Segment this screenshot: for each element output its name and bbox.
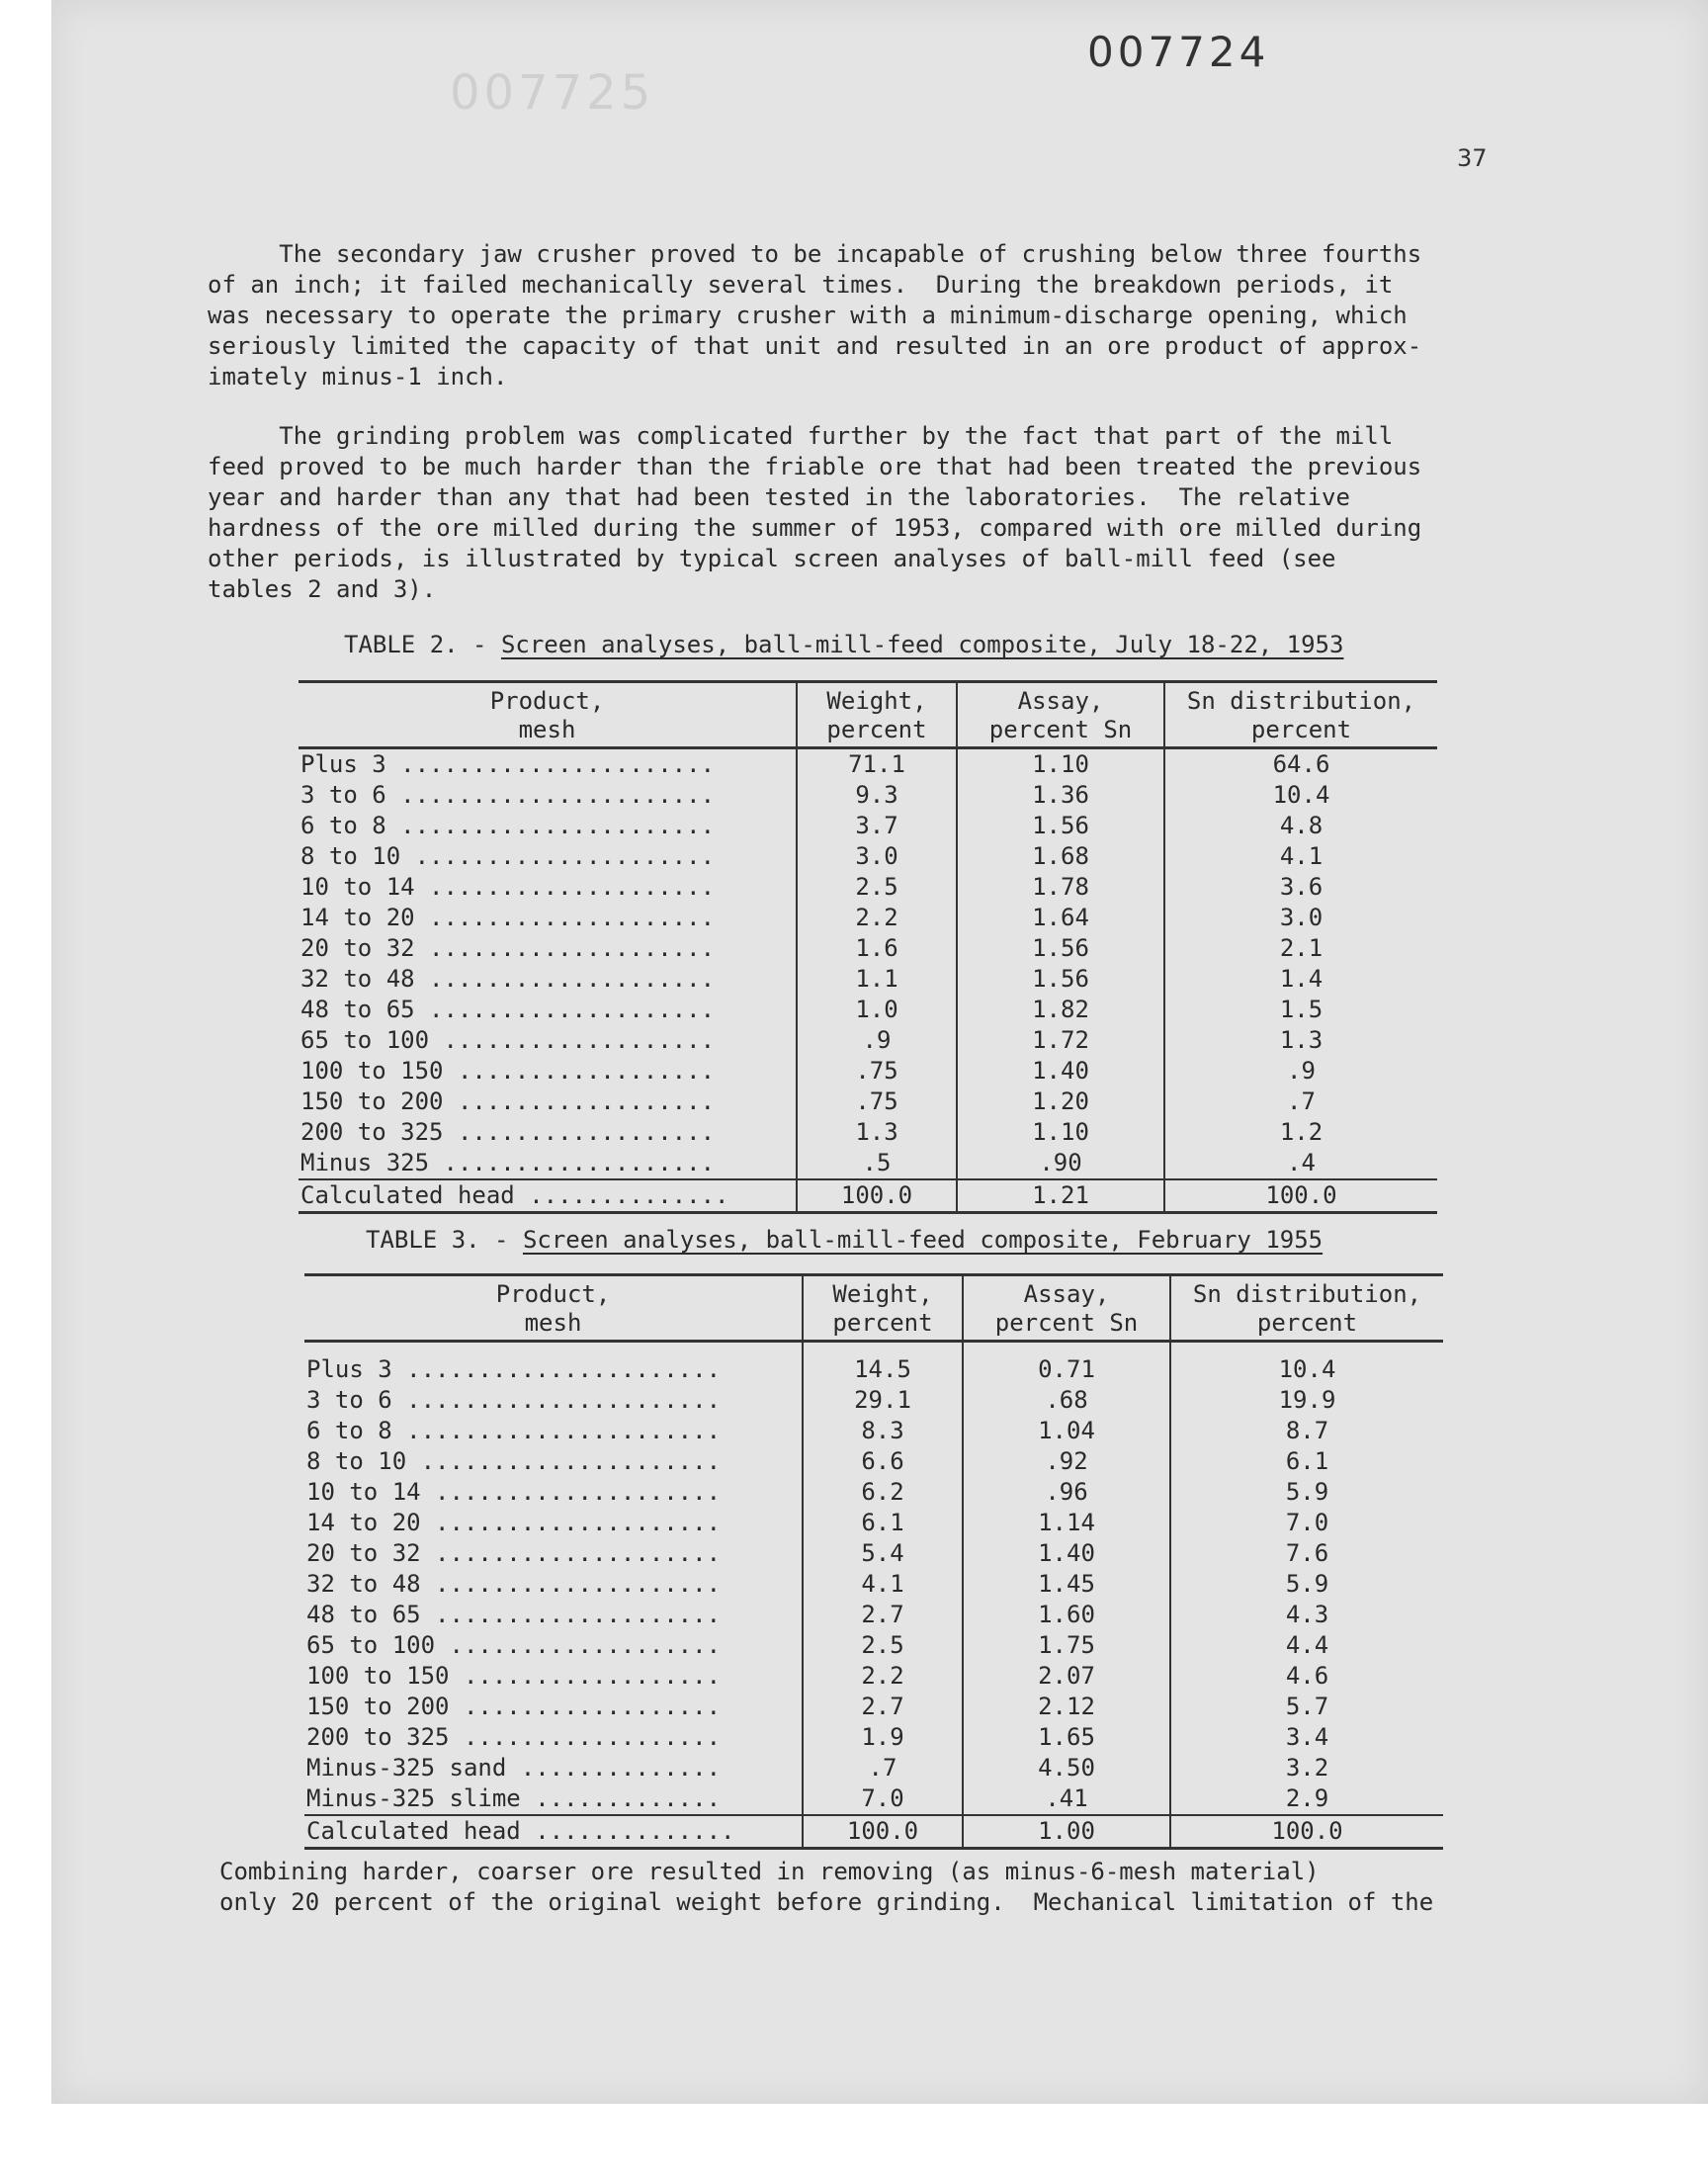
table-row: [304, 1630, 1443, 1661]
weight-cell: 8.3: [803, 1416, 963, 1446]
table-row: [299, 933, 1437, 964]
table-2-caption-title: Screen analyses, ball-mill-feed composite, July 18-22, 1953: [500, 631, 1344, 658]
table-row: [304, 1753, 1443, 1784]
spacer-cell: [803, 1342, 963, 1355]
distribution-cell: .9: [1164, 1056, 1437, 1087]
table-2-header-distribution: Sn distribution, percent: [1164, 682, 1437, 748]
product-cell: 8 to 10 .....................: [306, 1447, 722, 1475]
product-cell: 32 to 48 ....................: [300, 965, 716, 993]
product-cell: Calculated head ..............: [299, 1179, 797, 1213]
assay-cell: 1.72: [957, 1025, 1164, 1056]
table-spacer-row: [304, 1342, 1443, 1355]
product-cell: 65 to 100 ...................: [300, 1026, 716, 1054]
product-cell: Minus-325 sand ..............: [306, 1754, 722, 1782]
weight-cell: 29.1: [803, 1385, 963, 1416]
paragraph-jaw-crusher: The secondary jaw crusher proved to be incapable of crushing below three fourths of an inch; it failed mechanically several times. During the breakdown periods, it was necessary to operate the primary crusher with a minimum-discharge opening, which seriously limited the capacity of that unit and resulted in an ore product of approx- imately minus-1 inch.: [208, 240, 1422, 391]
table-row: [299, 872, 1437, 903]
table-2-body: [299, 748, 1437, 1213]
table-total-row: [299, 1179, 1437, 1213]
assay-cell: 1.75: [963, 1630, 1170, 1661]
assay-cell: 1.00: [963, 1815, 1170, 1849]
product-cell: 150 to 200 ..................: [300, 1088, 716, 1115]
table-3-caption: [366, 1226, 1323, 1254]
weight-cell: 7.0: [803, 1784, 963, 1815]
assay-cell: 1.82: [957, 995, 1164, 1025]
assay-cell: 0.71: [963, 1354, 1170, 1385]
table-row: [304, 1354, 1443, 1385]
assay-cell: 1.60: [963, 1600, 1170, 1630]
product-cell: 10 to 14 ....................: [306, 1478, 722, 1506]
assay-cell: 1.40: [963, 1538, 1170, 1569]
table-row: [304, 1661, 1443, 1692]
table-row: [299, 995, 1437, 1025]
table-3-caption-prefix: TABLE 3. -: [366, 1226, 523, 1254]
weight-cell: 3.0: [797, 841, 957, 872]
weight-cell: 6.1: [803, 1508, 963, 1538]
paragraph-combining-ore: Combining harder, coarser ore resulted in removing (as minus-6-mesh material) only 20 percent of the original weight before grinding. Mechanical limitation of the: [219, 1858, 1434, 1916]
table-row: [304, 1538, 1443, 1569]
distribution-cell: 8.7: [1170, 1416, 1443, 1446]
product-cell: 14 to 20 ....................: [306, 1509, 722, 1536]
table-total-row: [304, 1815, 1443, 1849]
weight-cell: 2.2: [803, 1661, 963, 1692]
assay-cell: 1.36: [957, 780, 1164, 811]
weight-cell: .7: [803, 1753, 963, 1784]
distribution-cell: 4.8: [1164, 811, 1437, 841]
product-cell: 48 to 65 ....................: [300, 996, 716, 1023]
table-3-caption-title: Screen analyses, ball-mill-feed composite, February 1955: [522, 1226, 1324, 1254]
assay-cell: 1.10: [957, 1117, 1164, 1148]
assay-cell: 1.45: [963, 1569, 1170, 1600]
distribution-cell: 100.0: [1164, 1179, 1437, 1213]
assay-cell: 1.56: [957, 811, 1164, 841]
weight-cell: 100.0: [803, 1815, 963, 1849]
product-cell: 10 to 14 ....................: [300, 873, 716, 901]
weight-cell: 6.6: [803, 1446, 963, 1477]
product-cell: 20 to 32 ....................: [300, 934, 716, 962]
page-number: 37: [1457, 144, 1488, 172]
table-row: [299, 1025, 1437, 1056]
weight-cell: 14.5: [803, 1354, 963, 1385]
spacer-cell: [304, 1342, 803, 1355]
distribution-cell: 1.2: [1164, 1117, 1437, 1148]
product-cell: 200 to 325 ..................: [306, 1723, 722, 1751]
table-2: [299, 680, 1437, 1214]
product-cell: 3 to 6 ......................: [300, 781, 716, 809]
distribution-cell: 5.7: [1170, 1692, 1443, 1722]
table-row: [304, 1508, 1443, 1538]
assay-cell: .68: [963, 1385, 1170, 1416]
weight-cell: 2.5: [803, 1630, 963, 1661]
distribution-cell: 2.9: [1170, 1784, 1443, 1815]
weight-cell: 2.7: [803, 1692, 963, 1722]
bleed-through-number: 007725: [450, 65, 655, 121]
weight-cell: 1.9: [803, 1722, 963, 1753]
assay-cell: 1.78: [957, 872, 1164, 903]
product-cell: 100 to 150 ..................: [300, 1057, 716, 1085]
table-3-header-distribution: Sn distribution, percent: [1170, 1275, 1443, 1342]
assay-cell: .96: [963, 1477, 1170, 1508]
assay-cell: 1.56: [957, 933, 1164, 964]
distribution-cell: 3.0: [1164, 903, 1437, 933]
table-2-header-product: Product, mesh: [299, 682, 797, 748]
distribution-cell: .7: [1164, 1087, 1437, 1117]
assay-cell: .90: [957, 1148, 1164, 1179]
distribution-cell: .4: [1164, 1148, 1437, 1179]
product-cell: Plus 3 ......................: [300, 750, 716, 778]
distribution-cell: 7.6: [1170, 1538, 1443, 1569]
product-cell: 150 to 200 ..................: [306, 1693, 722, 1720]
weight-cell: .75: [797, 1087, 957, 1117]
table-row: [299, 964, 1437, 995]
assay-cell: 1.56: [957, 964, 1164, 995]
table-row: [299, 748, 1437, 781]
distribution-cell: 64.6: [1164, 748, 1437, 781]
table-row: [299, 1056, 1437, 1087]
distribution-cell: 5.9: [1170, 1477, 1443, 1508]
weight-cell: 71.1: [797, 748, 957, 781]
distribution-cell: 1.5: [1164, 995, 1437, 1025]
spacer-cell: [963, 1342, 1170, 1355]
distribution-cell: 100.0: [1170, 1815, 1443, 1849]
weight-cell: 4.1: [803, 1569, 963, 1600]
document-number: 007724: [1087, 28, 1270, 76]
table-row: [299, 811, 1437, 841]
table-row: [304, 1569, 1443, 1600]
weight-cell: .75: [797, 1056, 957, 1087]
table-row: [299, 1117, 1437, 1148]
table-row: [304, 1600, 1443, 1630]
assay-cell: 1.68: [957, 841, 1164, 872]
assay-cell: 1.14: [963, 1508, 1170, 1538]
table-row: [304, 1784, 1443, 1815]
table-2-caption-prefix: TABLE 2. -: [344, 631, 501, 658]
assay-cell: 2.07: [963, 1661, 1170, 1692]
product-cell: 6 to 8 ......................: [306, 1417, 722, 1444]
product-cell: 65 to 100 ...................: [306, 1631, 722, 1659]
product-cell: 200 to 325 ..................: [300, 1118, 716, 1146]
table-3-body: [304, 1342, 1443, 1849]
distribution-cell: 10.4: [1170, 1354, 1443, 1385]
weight-cell: 100.0: [797, 1179, 957, 1213]
table-3-header-weight: Weight, percent: [803, 1275, 963, 1342]
weight-cell: .9: [797, 1025, 957, 1056]
table-row: [299, 841, 1437, 872]
assay-cell: .92: [963, 1446, 1170, 1477]
product-cell: Minus-325 slime .............: [306, 1784, 722, 1812]
weight-cell: 6.2: [803, 1477, 963, 1508]
distribution-cell: 4.1: [1164, 841, 1437, 872]
assay-cell: 1.10: [957, 748, 1164, 781]
weight-cell: 1.0: [797, 995, 957, 1025]
distribution-cell: 2.1: [1164, 933, 1437, 964]
product-cell: 20 to 32 ....................: [306, 1539, 722, 1567]
distribution-cell: 19.9: [1170, 1385, 1443, 1416]
product-cell: Minus 325 ...................: [300, 1149, 716, 1176]
assay-cell: .41: [963, 1784, 1170, 1815]
table-row: [299, 1148, 1437, 1179]
distribution-cell: 1.3: [1164, 1025, 1437, 1056]
distribution-cell: 3.2: [1170, 1753, 1443, 1784]
weight-cell: 2.7: [803, 1600, 963, 1630]
weight-cell: 1.1: [797, 964, 957, 995]
distribution-cell: 10.4: [1164, 780, 1437, 811]
weight-cell: 5.4: [803, 1538, 963, 1569]
distribution-cell: 3.6: [1164, 872, 1437, 903]
assay-cell: 4.50: [963, 1753, 1170, 1784]
paragraph-grinding-problem: The grinding problem was complicated further by the fact that part of the mill feed proved to be much harder than the friable ore that had been treated the previous year and harder than any that had been tested in the laboratories. The relative hardness of the ore milled during the summer of 1953, compared with ore milled during other periods, is illustrated by typical screen analyses of ball-mill feed (see tables 2 and 3).: [208, 422, 1422, 603]
product-cell: 14 to 20 ....................: [300, 904, 716, 931]
product-cell: 6 to 8 ......................: [300, 812, 716, 839]
table-3-header-product: Product, mesh: [304, 1275, 803, 1342]
assay-cell: 1.65: [963, 1722, 1170, 1753]
table-row: [304, 1385, 1443, 1416]
table-row: [304, 1416, 1443, 1446]
distribution-cell: 4.6: [1170, 1661, 1443, 1692]
table-row: [299, 903, 1437, 933]
table-2-caption: [344, 631, 1343, 658]
table-3-header-assay: Assay, percent Sn: [963, 1275, 1170, 1342]
weight-cell: 2.2: [797, 903, 957, 933]
weight-cell: 9.3: [797, 780, 957, 811]
table-row: [304, 1477, 1443, 1508]
table-row: [304, 1446, 1443, 1477]
assay-cell: 1.40: [957, 1056, 1164, 1087]
distribution-cell: 5.9: [1170, 1569, 1443, 1600]
table-row: [304, 1692, 1443, 1722]
assay-cell: 2.12: [963, 1692, 1170, 1722]
table-2-header-weight: Weight, percent: [797, 682, 957, 748]
table-3: [304, 1273, 1443, 1850]
product-cell: Plus 3 ......................: [306, 1355, 722, 1383]
distribution-cell: 4.3: [1170, 1600, 1443, 1630]
table-2-header-assay: Assay, percent Sn: [957, 682, 1164, 748]
weight-cell: 1.6: [797, 933, 957, 964]
assay-cell: 1.21: [957, 1179, 1164, 1213]
spacer-cell: [1170, 1342, 1443, 1355]
product-cell: 3 to 6 ......................: [306, 1386, 722, 1414]
assay-cell: 1.20: [957, 1087, 1164, 1117]
product-cell: 100 to 150 ..................: [306, 1662, 722, 1690]
product-cell: 32 to 48 ....................: [306, 1570, 722, 1598]
table-row: [304, 1722, 1443, 1753]
product-cell: Calculated head ..............: [304, 1815, 803, 1849]
product-cell: 8 to 10 .....................: [300, 842, 716, 870]
assay-cell: 1.04: [963, 1416, 1170, 1446]
distribution-cell: 4.4: [1170, 1630, 1443, 1661]
distribution-cell: 7.0: [1170, 1508, 1443, 1538]
weight-cell: 2.5: [797, 872, 957, 903]
weight-cell: .5: [797, 1148, 957, 1179]
table-row: [299, 1087, 1437, 1117]
weight-cell: 3.7: [797, 811, 957, 841]
distribution-cell: 6.1: [1170, 1446, 1443, 1477]
distribution-cell: 3.4: [1170, 1722, 1443, 1753]
product-cell: 48 to 65 ....................: [306, 1601, 722, 1628]
distribution-cell: 1.4: [1164, 964, 1437, 995]
weight-cell: 1.3: [797, 1117, 957, 1148]
assay-cell: 1.64: [957, 903, 1164, 933]
table-row: [299, 780, 1437, 811]
